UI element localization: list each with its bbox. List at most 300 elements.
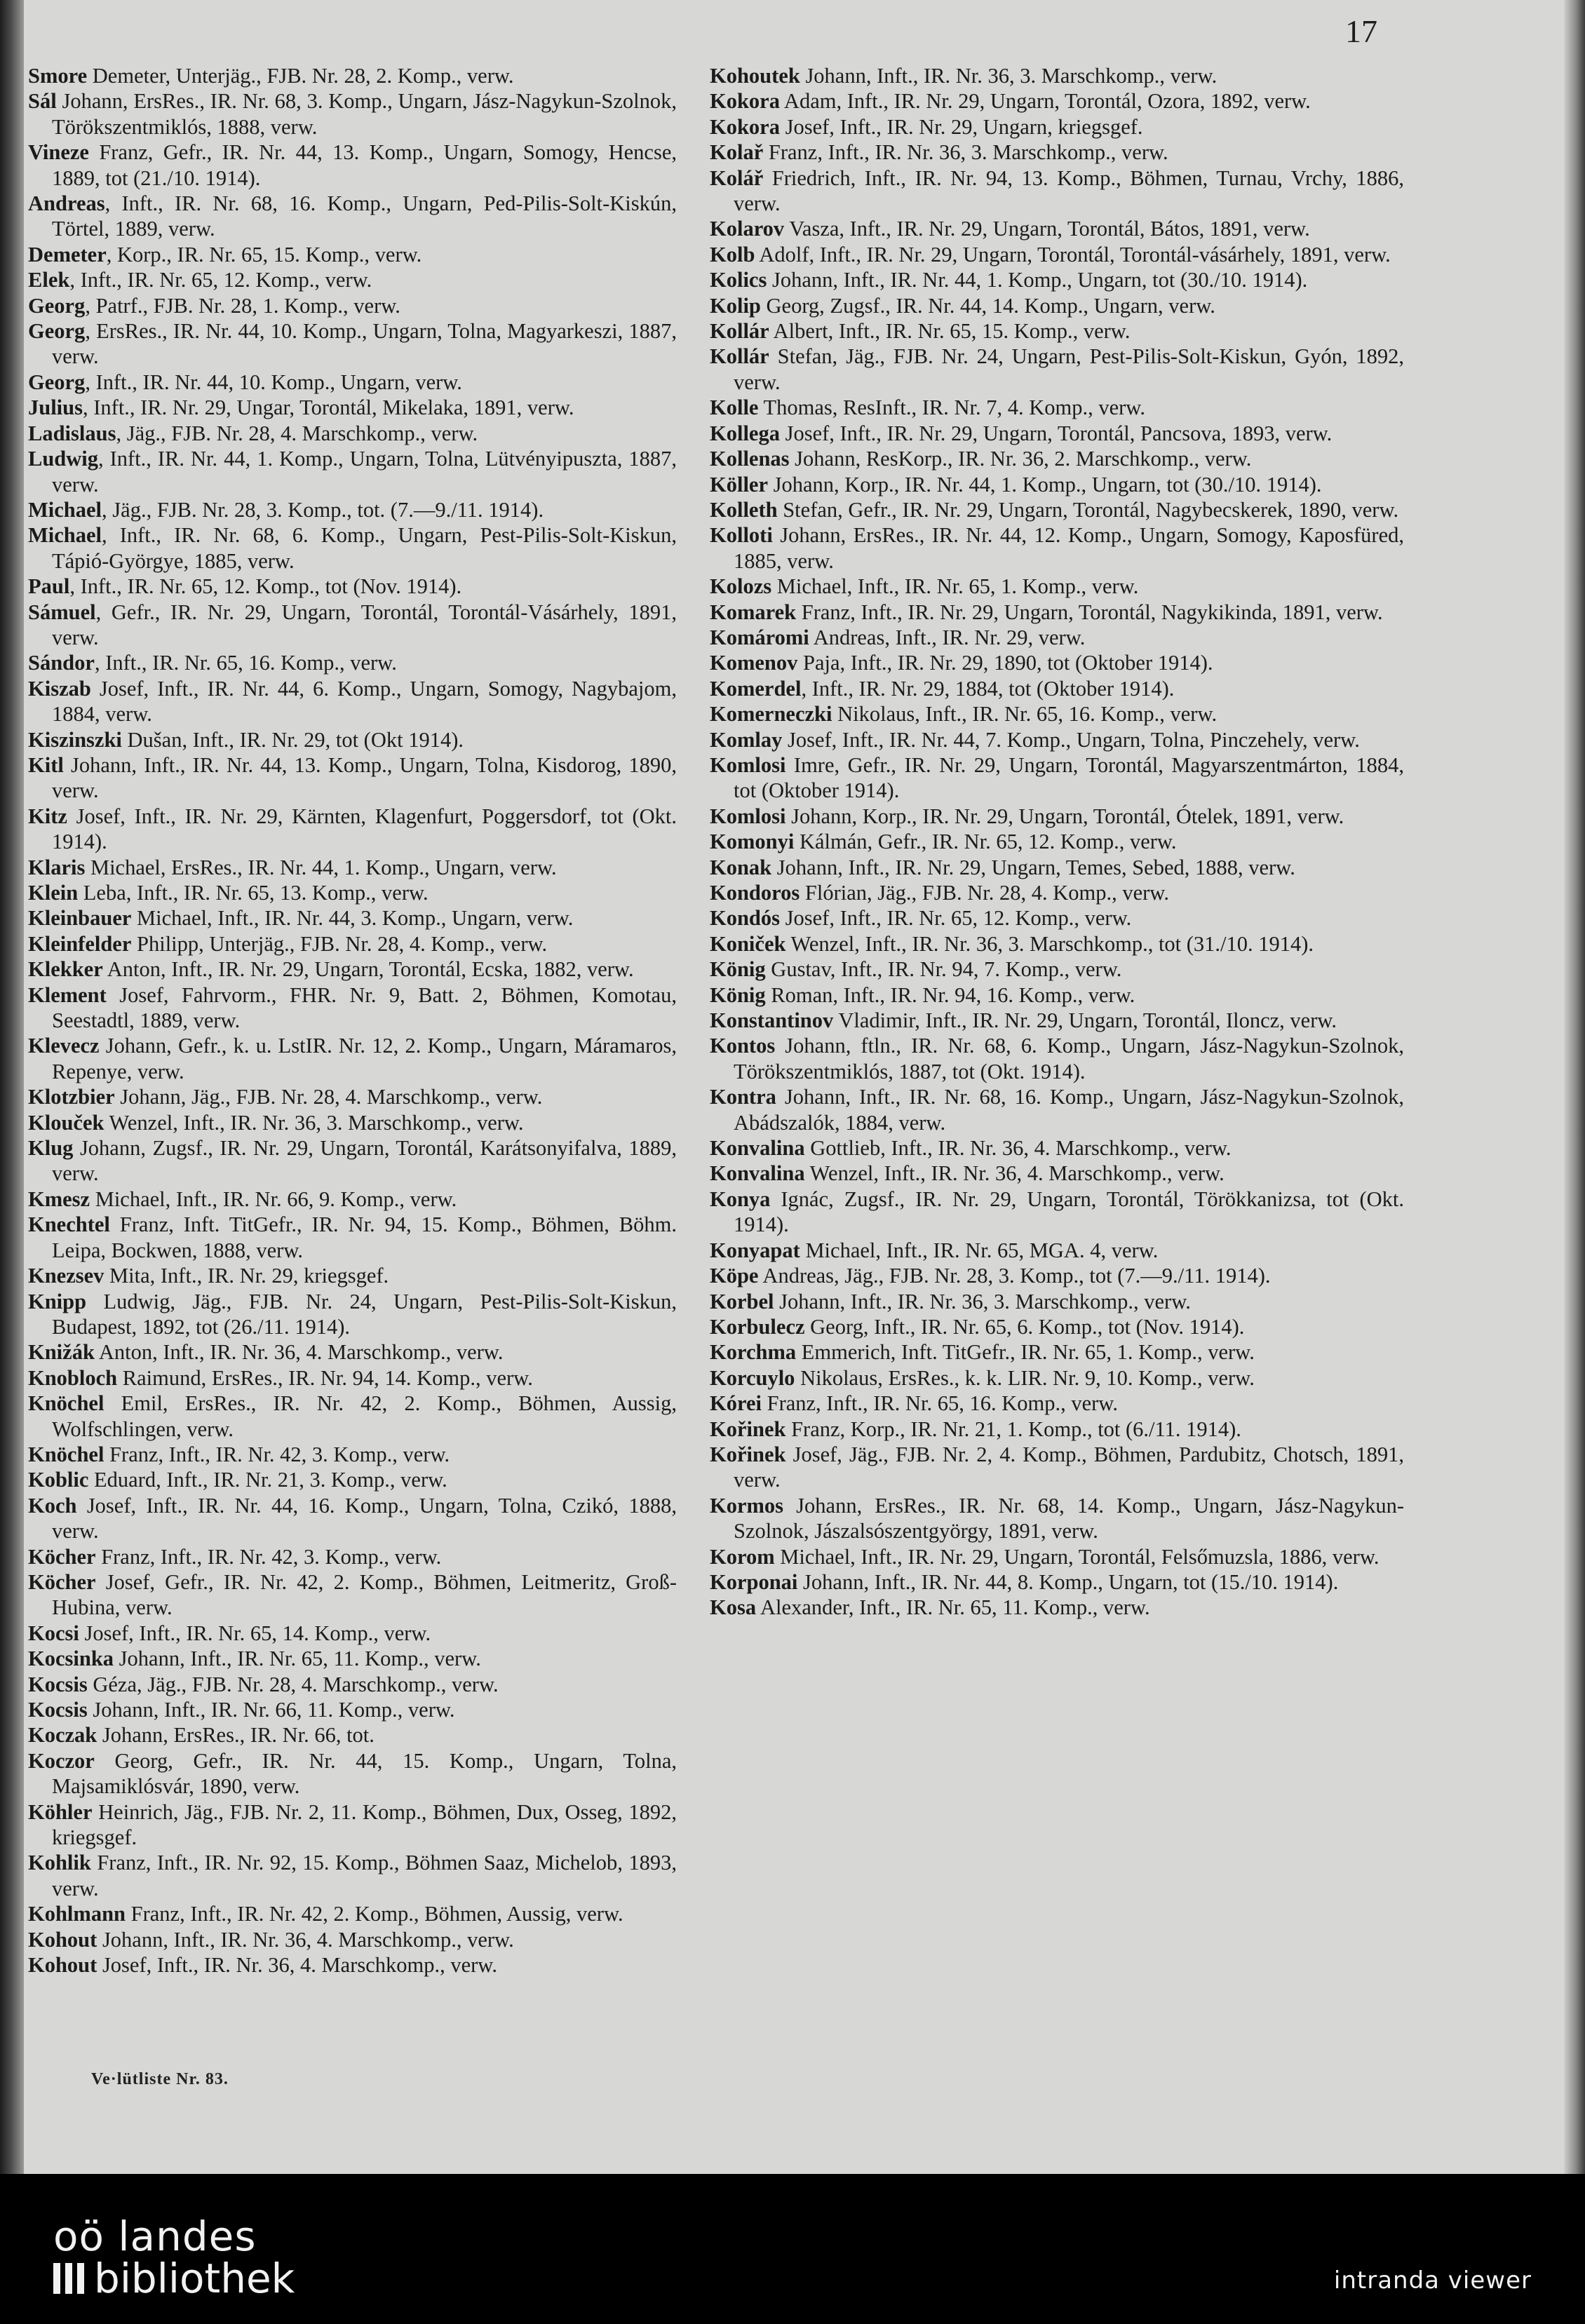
entry-surname: Kolle (710, 396, 759, 420)
right-column (710, 63, 1404, 1621)
register-entry (710, 421, 1404, 446)
register-entry (710, 1569, 1404, 1595)
entry-details: Ludwig, Jäg., FJB. Nr. 24, Ungarn, Pest-Pilis-Solt-Kiskun, Budapest, 1892, tot (26./11. 1914). (52, 1289, 677, 1339)
register-entry (28, 1672, 677, 1697)
entry-details: Michael, Inft., IR. Nr. 65, MGA. 4, verw. (800, 1238, 1159, 1262)
register-entry (710, 472, 1404, 497)
register-entry (28, 446, 677, 497)
entry-surname: Georg (28, 293, 86, 318)
entry-details: Johann, Korp., IR. Nr. 44, 1. Komp., Ungarn, tot (30./10. 1914). (768, 472, 1322, 496)
register-entry (710, 905, 1404, 931)
register-entry (28, 63, 677, 88)
entry-details: , Inft., IR. Nr. 29, Ungar, Torontál, Mikelaka, 1891, verw. (83, 396, 574, 420)
register-entry (28, 931, 677, 957)
entry-details: Franz, Inft. TitGefr., IR. Nr. 94, 15. Komp., Böhmen, Böhm. Leipa, Bockwen, 1888, verw. (52, 1212, 677, 1262)
register-entry (28, 497, 677, 522)
logo-line-2 (53, 2257, 295, 2300)
register-entry (710, 1238, 1404, 1263)
register-entry (28, 650, 677, 675)
entry-details: Kálmán, Gefr., IR. Nr. 65, 12. Komp., verw. (794, 830, 1177, 854)
entry-surname: Klaris (28, 855, 86, 879)
entry-surname: Kollár (710, 319, 769, 344)
register-entry (710, 88, 1404, 114)
register-entry (710, 701, 1404, 727)
entry-surname: Kolip (710, 293, 761, 318)
register-entry (28, 1135, 677, 1187)
register-entry (28, 1748, 677, 1799)
entry-details: Wenzel, Inft., IR. Nr. 36, 3. Marschkomp., verw. (104, 1110, 524, 1135)
register-entry (710, 1493, 1404, 1544)
register-entry (28, 293, 677, 318)
register-entry (710, 395, 1404, 420)
entry-details: Johann, Inft., IR. Nr. 44, 8. Komp., Ungarn, tot (15./10. 1914). (797, 1569, 1339, 1594)
entry-details: Demeter, Unterjäg., FJB. Nr. 28, 2. Komp., verw. (87, 64, 514, 88)
register-entry (28, 1850, 677, 1901)
entry-details: , Patrf., FJB. Nr. 28, 1. Komp., verw. (85, 293, 400, 318)
entry-surname: Kolarov (710, 217, 785, 241)
entry-surname: Kleinbauer (28, 906, 132, 931)
entry-surname: Knipp (28, 1289, 87, 1313)
register-entry (28, 370, 677, 395)
register-entry (710, 446, 1404, 471)
entry-details: Josef, Inft., IR. Nr. 29, Ungarn, kriegsgef. (779, 114, 1143, 139)
entry-surname: Michael (28, 523, 102, 548)
entry-surname: Smore (28, 64, 88, 88)
entry-details: Albert, Inft., IR. Nr. 65, 15. Komp., verw. (769, 319, 1131, 344)
entry-details: , Korp., IR. Nr. 65, 15. Komp., verw. (106, 242, 422, 266)
entry-details: Georg, Zugsf., IR. Nr. 44, 14. Komp., Ungarn, verw. (760, 293, 1215, 318)
book-spine-shadow (0, 0, 24, 2174)
entry-surname: Klein (28, 881, 79, 905)
register-entry (28, 1722, 677, 1748)
entry-surname: Kohlmann (28, 1902, 126, 1926)
register-entry (28, 1952, 677, 1978)
register-entry (28, 191, 677, 242)
register-entry (28, 1901, 677, 1926)
entry-surname: Korchma (710, 1340, 797, 1365)
entry-surname: Kohout (28, 1927, 97, 1952)
entry-details: , Inft., IR. Nr. 65, 12. Komp., verw. (69, 268, 372, 292)
logo-line-1: oö landes (53, 2212, 257, 2260)
entry-details: Johann, ErsRes., IR. Nr. 68, 14. Komp., Ungarn, Jász-Nagykun-Szolnok, Jászalsószentgyörgy, 1891, verw. (734, 1493, 1404, 1543)
entry-surname: Kormos (710, 1493, 784, 1518)
entry-details: Franz, Gefr., IR. Nr. 44, 13. Komp., Ungarn, Somogy, Hencse, 1889, tot (21./10. 1914). (52, 140, 677, 190)
entry-details: Franz, Inft., IR. Nr. 29, Ungarn, Torontál, Nagykikinda, 1891, verw. (796, 600, 1383, 624)
viewer-label[interactable]: intranda viewer (1333, 2266, 1532, 2295)
entry-surname: Knöchel (28, 1391, 104, 1416)
logo-bars-icon (53, 2263, 84, 2294)
entry-details: Heinrich, Jäg., FJB. Nr. 2, 11. Komp., Böhmen, Dux, Osseg, 1892, kriegsgef. (52, 1799, 677, 1850)
entry-surname: Kontos (710, 1034, 776, 1058)
entry-surname: Komarek (710, 600, 797, 624)
entry-surname: Sámuel (28, 600, 96, 624)
register-entry (710, 140, 1404, 165)
entry-details: Johann, ErsRes., IR. Nr. 44, 12. Komp., Ungarn, Somogy, Kaposfüred, 1885, verw. (734, 523, 1404, 573)
entry-details: Eduard, Inft., IR. Nr. 21, 3. Komp., verw. (88, 1468, 447, 1492)
entry-details: Alexander, Inft., IR. Nr. 65, 11. Komp., verw. (756, 1595, 1150, 1620)
entry-surname: Kolař (710, 140, 764, 165)
register-entry (28, 752, 677, 804)
entry-surname: Korponai (710, 1569, 798, 1594)
entry-surname: Komonyi (710, 830, 795, 854)
left-column (28, 63, 677, 1978)
entry-surname: Kohout (28, 1953, 97, 1978)
entry-details: Dušan, Inft., IR. Nr. 29, tot (Okt 1914). (121, 727, 464, 752)
entry-surname: Kocsis (28, 1672, 88, 1696)
entry-details: Franz, Korp., IR. Nr. 21, 1. Komp., tot (6./11. 1914). (785, 1417, 1241, 1441)
entry-details: Johann, Inft., IR. Nr. 29, Ungarn, Temes, Sebed, 1888, verw. (771, 855, 1295, 879)
register-entry (710, 982, 1404, 1008)
register-entry (28, 1442, 677, 1467)
register-entry (28, 421, 677, 446)
entry-details: Georg, Gefr., IR. Nr. 44, 15. Komp., Ungarn, Tolna, Majsamiklósvár, 1890, verw. (52, 1748, 677, 1799)
entry-surname: Sál (28, 89, 57, 114)
entry-details: Johann, Zugsf., IR. Nr. 29, Ungarn, Torontál, Karátsonyifalva, 1889, verw. (52, 1136, 677, 1186)
register-entry (28, 1084, 677, 1109)
entry-surname: Ludwig (28, 447, 99, 471)
entry-surname: Kokora (710, 89, 780, 114)
entry-details: , Inft., IR. Nr. 44, 1. Komp., Ungarn, Tolna, Lütvényipuszta, 1887, verw. (52, 447, 677, 496)
entry-details: Raimund, ErsRes., IR. Nr. 94, 14. Komp., verw. (117, 1365, 533, 1390)
register-entry (710, 1084, 1404, 1135)
register-entry (28, 905, 677, 931)
entry-surname: Kořinek (710, 1417, 786, 1441)
register-entry (28, 676, 677, 727)
entry-surname: Konstantinov (710, 1008, 834, 1033)
register-entry (710, 293, 1404, 318)
entry-details: Gustav, Inft., IR. Nr. 94, 7. Komp., verw. (765, 957, 1122, 982)
entry-surname: Köpe (710, 1264, 759, 1288)
entry-surname: Konak (710, 855, 772, 879)
register-entry (710, 63, 1404, 88)
entry-details: Vladimir, Inft., IR. Nr. 29, Ungarn, Torontál, Iloncz, verw. (833, 1008, 1337, 1033)
entry-surname: Georg (28, 370, 86, 394)
entry-details: Ignác, Zugsf., IR. Nr. 29, Ungarn, Torontál, Törökkanizsa, tot (Okt. 1914). (734, 1187, 1404, 1237)
entry-details: Josef, Inft., IR. Nr. 44, 16. Komp., Ungarn, Tolna, Czikó, 1888, verw. (52, 1493, 677, 1543)
entry-surname: König (710, 982, 766, 1007)
entry-surname: Kolozs (710, 574, 772, 599)
entry-details: Imre, Gefr., IR. Nr. 29, Ungarn, Torontál, Magyarszentmárton, 1884, tot (Oktober 1914). (734, 752, 1404, 803)
register-entry (28, 880, 677, 905)
register-entry (710, 344, 1404, 395)
entry-details: Josef, Jäg., FJB. Nr. 2, 4. Komp., Böhmen, Pardubitz, Chotsch, 1891, verw. (734, 1442, 1404, 1492)
register-entry (710, 880, 1404, 905)
entry-details: , Jäg., FJB. Nr. 28, 3. Komp., tot. (7.—9./11. 1914). (102, 497, 544, 522)
entry-details: Paja, Inft., IR. Nr. 29, 1890, tot (Oktober 1914). (797, 651, 1213, 675)
entry-surname: Kořinek (710, 1442, 786, 1466)
entry-details: Franz, Inft., IR. Nr. 36, 3. Marschkomp., verw. (763, 140, 1168, 165)
entry-surname: Köcher (28, 1569, 96, 1594)
register-entry (710, 1033, 1404, 1084)
entry-surname: Koniček (710, 931, 786, 956)
register-entry (710, 216, 1404, 241)
entry-details: Adam, Inft., IR. Nr. 29, Ungarn, Torontál, Ozora, 1892, verw. (779, 89, 1311, 114)
entry-details: Wenzel, Inft., IR. Nr. 36, 4. Marschkomp., verw. (804, 1161, 1225, 1186)
register-entry (710, 752, 1404, 804)
entry-surname: Konvalina (710, 1161, 805, 1186)
entry-surname: Köhler (28, 1799, 93, 1824)
entry-details: Johann, ErsRes., IR. Nr. 68, 3. Komp., Ungarn, Jász-Nagykun-Szolnok, Törökszentmiklós, 1888, verw. (52, 89, 677, 139)
entry-surname: Kleinfelder (28, 931, 132, 956)
entry-details: Anton, Inft., IR. Nr. 29, Ungarn, Torontál, Ecska, 1882, verw. (102, 957, 634, 982)
entry-details: Franz, Inft., IR. Nr. 42, 3. Komp., verw. (104, 1442, 450, 1466)
entry-details: , Jäg., FJB. Nr. 28, 4. Marschkomp., verw. (116, 421, 478, 445)
entry-surname: Kocsi (28, 1621, 79, 1645)
entry-details: Stefan, Gefr., IR. Nr. 29, Ungarn, Torontál, Nagybecskerek, 1890, verw. (777, 497, 1399, 522)
entry-surname: Kiszinszki (28, 727, 122, 752)
register-entry (710, 242, 1404, 267)
entry-details: Michael, Inft., IR. Nr. 44, 3. Komp., Ungarn, verw. (131, 906, 574, 931)
entry-surname: Komlay (710, 727, 783, 752)
entry-details: Adolf, Inft., IR. Nr. 29, Ungarn, Torontál, Torontál-vásárhely, 1891, verw. (755, 242, 1391, 266)
library-logo[interactable] (53, 2212, 295, 2302)
entry-surname: Klement (28, 982, 107, 1007)
entry-details: , Gefr., IR. Nr. 29, Ungarn, Torontál, Torontál-Vásárhely, 1891, verw. (52, 600, 677, 649)
entry-surname: Komerdel (710, 676, 802, 701)
entry-details: Johann, ResKorp., IR. Nr. 36, 2. Marschkomp., verw. (789, 447, 1252, 471)
entry-surname: Korbulecz (710, 1314, 805, 1339)
entry-surname: Korcuylo (710, 1365, 795, 1390)
register-entry (28, 1799, 677, 1851)
register-entry (28, 140, 677, 191)
entry-details: Josef, Inft., IR. Nr. 29, Kärnten, Klagenfurt, Poggersdorf, tot (Okt. 1914). (52, 804, 677, 854)
register-entry (710, 497, 1404, 522)
register-entry (28, 1544, 677, 1569)
register-entry (28, 1697, 677, 1722)
entry-details: Johann, Inft., IR. Nr. 44, 13. Komp., Ungarn, Tolna, Kisdorog, 1890, verw. (52, 752, 677, 803)
entry-details: Stefan, Jäg., FJB. Nr. 24, Ungarn, Pest-Pilis-Solt-Kiskun, Gyón, 1892, verw. (734, 344, 1404, 394)
entry-details: Thomas, ResInft., IR. Nr. 7, 4. Komp., verw. (758, 396, 1145, 420)
register-entry (710, 1135, 1404, 1161)
register-entry (28, 88, 677, 140)
entry-details: Johann, Inft., IR. Nr. 36, 3. Marschkomp., verw. (800, 64, 1218, 88)
register-entry (710, 267, 1404, 292)
register-entry (28, 1033, 677, 1084)
register-entry (28, 727, 677, 752)
entry-surname: Kontra (710, 1085, 776, 1109)
register-entry (28, 1263, 677, 1288)
register-entry (28, 574, 677, 599)
entry-surname: Kollega (710, 421, 780, 445)
entry-details: Vasza, Inft., IR. Nr. 29, Ungarn, Torontál, Bátos, 1891, verw. (784, 217, 1310, 241)
register-entry (710, 1187, 1404, 1238)
register-entry (28, 600, 677, 651)
register-entry (710, 1544, 1404, 1569)
entry-details: Michael, Inft., IR. Nr. 65, 1. Komp., verw. (771, 574, 1139, 599)
entry-surname: Komlosi (710, 752, 786, 777)
entry-details: Philipp, Unterjäg., FJB. Nr. 28, 4. Komp., verw. (131, 931, 548, 956)
entry-surname: Michael (28, 497, 102, 522)
register-entry (710, 600, 1404, 625)
logo-line-2-text: bibliothek (94, 2255, 295, 2302)
register-entry (710, 1161, 1404, 1186)
register-entry (28, 1365, 677, 1391)
entry-surname: Klotzbier (28, 1085, 115, 1109)
entry-surname: Kolloti (710, 523, 773, 548)
entry-surname: Klouček (28, 1110, 104, 1135)
register-entry (28, 318, 677, 370)
entry-surname: Kórei (710, 1391, 762, 1416)
entry-surname: Kollenas (710, 447, 790, 471)
entry-details: Johann, Inft., IR. Nr. 66, 11. Komp., verw. (87, 1698, 455, 1722)
page-edge-shadow (1564, 0, 1585, 2174)
register-entry (28, 1187, 677, 1212)
entry-surname: Klekker (28, 957, 103, 982)
entry-details: , Inft., IR. Nr. 65, 12. Komp., tot (Nov. 1914). (69, 574, 462, 599)
entry-details: , Inft., IR. Nr. 65, 16. Komp., verw. (94, 651, 397, 675)
entry-surname: Koczor (28, 1748, 95, 1773)
entry-surname: Knechtel (28, 1212, 110, 1237)
register-entry (710, 931, 1404, 957)
entry-details: Franz, Inft., IR. Nr. 92, 15. Komp., Böhmen Saaz, Michelob, 1893, verw. (52, 1851, 677, 1900)
register-entry (28, 1621, 677, 1646)
entry-surname: Julius (28, 396, 83, 420)
entry-details: Friedrich, Inft., IR. Nr. 94, 13. Komp., Böhmen, Turnau, Vrchy, 1886, verw. (734, 165, 1404, 216)
entry-details: Johann, ErsRes., IR. Nr. 66, tot. (97, 1723, 375, 1748)
register-entry (28, 1289, 677, 1340)
entry-surname: Klug (28, 1136, 74, 1161)
register-entry (710, 625, 1404, 650)
entry-surname: Komlosi (710, 804, 786, 828)
entry-surname: Konya (710, 1187, 771, 1211)
entry-details: Nikolaus, Inft., IR. Nr. 65, 16. Komp., verw. (832, 702, 1218, 727)
register-entry (28, 1391, 677, 1442)
register-entry (28, 1110, 677, 1135)
entry-details: , Inft., IR. Nr. 44, 10. Komp., Ungarn, verw. (85, 370, 462, 394)
register-entry (710, 957, 1404, 982)
register-entry (28, 855, 677, 880)
entry-details: Josef, Inft., IR. Nr. 36, 4. Marschkomp., verw. (97, 1953, 497, 1978)
register-entry (710, 522, 1404, 574)
entry-details: Johann, Korp., IR. Nr. 29, Ungarn, Torontál, Ótelek, 1891, verw. (785, 804, 1344, 828)
entry-details: Josef, Fahrvorm., FHR. Nr. 9, Batt. 2, Böhmen, Komotau, Seestadtl, 1889, verw. (52, 982, 677, 1033)
entry-surname: Korom (710, 1544, 775, 1569)
entry-surname: Ladislaus (28, 421, 116, 445)
entry-surname: Kosa (710, 1595, 757, 1620)
entry-details: Josef, Inft., IR. Nr. 29, Ungarn, Torontál, Pancsova, 1893, verw. (779, 421, 1333, 445)
entry-details: , Inft., IR. Nr. 68, 6. Komp., Ungarn, Pest-Pilis-Solt-Kiskun, Tápió-Györgye, 1885, verw. (52, 523, 677, 573)
register-entry (710, 318, 1404, 344)
entry-surname: Kolář (710, 165, 764, 190)
entry-surname: Paul (28, 574, 70, 599)
entry-surname: Koblic (28, 1468, 89, 1492)
entry-surname: Klevecz (28, 1034, 100, 1058)
register-entry (28, 395, 677, 420)
entry-surname: Kondoros (710, 881, 800, 905)
register-entry (28, 982, 677, 1034)
register-entry (710, 165, 1404, 217)
register-entry (710, 1391, 1404, 1416)
register-entry (710, 1442, 1404, 1493)
register-entry (710, 650, 1404, 675)
entry-surname: Kohoutek (710, 64, 800, 88)
entry-surname: Koch (28, 1493, 77, 1518)
entry-details: Gottlieb, Inft., IR. Nr. 36, 4. Marschkomp., verw. (804, 1136, 1232, 1161)
entry-surname: Kitl (28, 752, 64, 777)
entry-details: Johann, Inft., IR. Nr. 44, 1. Komp., Ungarn, tot (30./10. 1914). (767, 268, 1308, 292)
entry-surname: Korbel (710, 1289, 774, 1313)
register-entry (710, 727, 1404, 752)
printer-signature: Ve·lütliste Nr. 83. (91, 2070, 229, 2088)
entry-surname: Kolics (710, 268, 767, 292)
entry-details: Johann, Inft., IR. Nr. 65, 11. Komp., verw. (114, 1647, 481, 1671)
register-entry (28, 242, 677, 267)
entry-details: Franz, Inft., IR. Nr. 42, 2. Komp., Böhmen, Aussig, verw. (126, 1902, 623, 1926)
entry-surname: Kocsis (28, 1698, 88, 1722)
entry-details: Michael, Inft., IR. Nr. 66, 9. Komp., verw. (90, 1187, 457, 1211)
entry-surname: Kollár (710, 344, 769, 369)
entry-surname: Kiszab (28, 676, 91, 701)
register-entry (28, 1569, 677, 1621)
register-entry (710, 1008, 1404, 1033)
entry-surname: Komerneczki (710, 702, 832, 727)
entry-surname: Konvalina (710, 1136, 805, 1161)
entry-surname: Kocsinka (28, 1647, 114, 1671)
register-entry (28, 522, 677, 574)
register-entry (28, 267, 677, 292)
entry-surname: Konyapat (710, 1238, 800, 1262)
entry-surname: Köcher (28, 1544, 96, 1569)
entry-surname: Kohlik (28, 1851, 91, 1875)
entry-details: , ErsRes., IR. Nr. 44, 10. Komp., Ungarn, Tolna, Magyarkeszi, 1887, verw. (52, 319, 677, 369)
entry-surname: Andreas (28, 191, 105, 216)
entry-details: Emmerich, Inft. TitGefr., IR. Nr. 65, 1. Komp., verw. (796, 1340, 1255, 1365)
entry-details: Andreas, Inft., IR. Nr. 29, verw. (809, 625, 1086, 649)
entry-details: Johann, ftln., IR. Nr. 68, 6. Komp., Ungarn, Jász-Nagykun-Szolnok, Törökszentmiklós, 1887, tot (Okt. 1914). (734, 1034, 1404, 1083)
entry-details: Josef, Gefr., IR. Nr. 42, 2. Komp., Böhmen, Leitmeritz, Groß-Hubina, verw. (52, 1569, 677, 1620)
entry-details: Johann, Inft., IR. Nr. 68, 16. Komp., Ungarn, Jász-Nagykun-Szolnok, Abádszalók, 1884, verw. (734, 1085, 1404, 1135)
entry-details: Josef, Inft., IR. Nr. 65, 14. Komp., verw. (79, 1621, 431, 1645)
register-entry (28, 957, 677, 982)
register-entry (710, 1289, 1404, 1314)
entry-details: Josef, Inft., IR. Nr. 44, 6. Komp., Ungarn, Somogy, Nagybajom, 1884, verw. (52, 676, 677, 727)
entry-details: , Inft., IR. Nr. 68, 16. Komp., Ungarn, Ped-Pilis-Solt-Kiskún, Törtel, 1889, verw. (52, 191, 677, 241)
entry-details: Roman, Inft., IR. Nr. 94, 16. Komp., verw. (765, 982, 1135, 1007)
entry-surname: Kolleth (710, 497, 778, 522)
entry-details: Johann, Jäg., FJB. Nr. 28, 4. Marschkomp., verw. (114, 1085, 543, 1109)
entry-details: Wenzel, Inft., IR. Nr. 36, 3. Marschkomp., tot (31./10. 1914). (785, 931, 1314, 956)
entry-details: Georg, Inft., IR. Nr. 65, 6. Komp., tot (Nov. 1914). (804, 1314, 1245, 1339)
entry-surname: Koczak (28, 1723, 97, 1748)
entry-surname: Knöchel (28, 1442, 104, 1466)
entry-details: Nikolaus, ErsRes., k. k. LIR. Nr. 9, 10. Komp., verw. (795, 1365, 1255, 1390)
entry-surname: Elek (28, 268, 70, 292)
entry-surname: Sándor (28, 651, 95, 675)
entry-details: Josef, Inft., IR. Nr. 65, 12. Komp., verw. (780, 906, 1132, 931)
register-entry (710, 1365, 1404, 1391)
entry-surname: Kokora (710, 114, 780, 139)
entry-details: Josef, Inft., IR. Nr. 44, 7. Komp., Ungarn, Tolna, Pinczehely, verw. (782, 727, 1360, 752)
register-entry (28, 1493, 677, 1544)
entry-surname: Köller (710, 472, 768, 496)
entry-surname: Knobloch (28, 1365, 118, 1390)
register-entry (710, 1314, 1404, 1339)
register-entry (710, 114, 1404, 140)
register-entry (28, 1212, 677, 1263)
register-entry (710, 829, 1404, 854)
entry-surname: Kitz (28, 804, 67, 828)
entry-details: Leba, Inft., IR. Nr. 65, 13. Komp., verw. (78, 881, 429, 905)
entry-details: Johann, Gefr., k. u. LstIR. Nr. 12, 2. Komp., Ungarn, Máramaros, Repenye, verw. (52, 1034, 677, 1083)
entry-details: Andreas, Jäg., FJB. Nr. 28, 3. Komp., tot (7.—9./11. 1914). (758, 1264, 1271, 1288)
register-entry (28, 1467, 677, 1492)
entry-details: Franz, Inft., IR. Nr. 42, 3. Komp., verw. (95, 1544, 442, 1569)
entry-surname: Kmesz (28, 1187, 90, 1211)
register-entry (28, 1927, 677, 1952)
register-entry (710, 804, 1404, 829)
entry-surname: Demeter (28, 242, 107, 266)
register-entry (710, 1417, 1404, 1442)
